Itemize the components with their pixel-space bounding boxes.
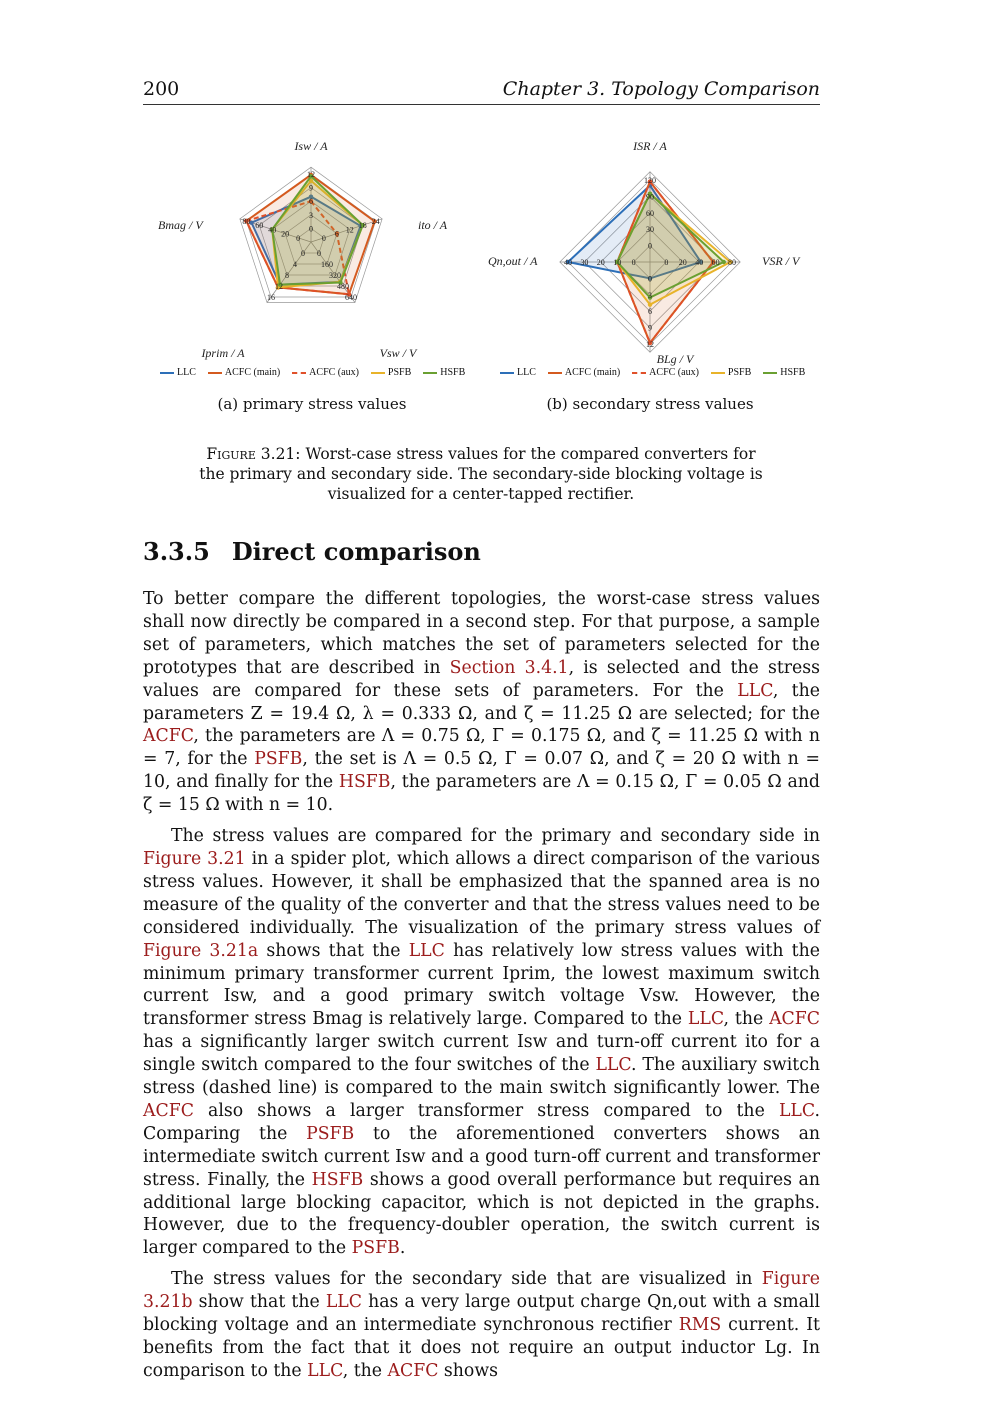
tick-label: 0 xyxy=(321,233,326,243)
tick-label: 160 xyxy=(320,260,333,270)
tick-label: 16 xyxy=(267,293,276,303)
legend-swatch xyxy=(208,372,222,374)
legend-label: ACFC (main) xyxy=(224,367,281,378)
axis-label: Isw / A xyxy=(294,139,328,153)
legend-item xyxy=(548,367,620,378)
axis-label: VSR / V xyxy=(762,254,800,268)
section-number: 3.3.5 xyxy=(143,537,210,566)
paragraph-text: , the set is Λ = 0.5 Ω, Γ = 0.07 Ω, and ζ = 20 Ω with n = 10, and finally for the xyxy=(143,749,820,793)
tick-label: 20 xyxy=(281,229,290,239)
paragraph-text: , is selected and the stress values are compared for these sets of parameters. For the xyxy=(143,657,821,701)
legend-swatch xyxy=(632,372,646,374)
tick-label: 20 xyxy=(678,258,687,267)
tick-label: 60 xyxy=(711,258,720,267)
tick-label: 0 xyxy=(309,224,313,234)
cross-reference-link[interactable]: RMS xyxy=(678,1315,722,1336)
subcaption-b: (b) secondary stress values xyxy=(546,395,754,413)
paragraph-text: shows a good overall performance but requires an additional large blocking capacitor, which is not depicted in the graphs. However, due to the frequency-doubler operation, the switch current is larger compared to the xyxy=(143,1169,820,1259)
cross-reference-link[interactable]: PSFB xyxy=(306,1123,355,1144)
section-heading xyxy=(143,537,481,566)
legend-label: LLC xyxy=(177,367,196,378)
legend-swatch xyxy=(711,372,725,374)
tick-label: 40 xyxy=(564,258,572,267)
tick-label: 0 xyxy=(301,249,306,259)
figure-3-21 xyxy=(0,130,1000,380)
tick-label: 0 xyxy=(631,258,636,267)
tick-label: 80 xyxy=(242,216,251,226)
figure-caption-text: Worst-case stress values for the compared converters for the primary and secondary side. The secondary-side blocking voltage is visualized for a center-tapped rectifier. xyxy=(199,445,763,503)
tick-label: 3 xyxy=(309,210,313,220)
tick-label: 60 xyxy=(646,208,654,218)
paragraph-text: current. It benefits from the fact that it does not require an output inductor Lg. In comparison to the xyxy=(143,1315,820,1381)
tick-label: 0 xyxy=(296,233,301,243)
axis-label: BLg / V xyxy=(656,352,694,366)
paragraph-text: , the xyxy=(723,1009,770,1030)
legend-item xyxy=(160,367,196,378)
tick-label: 6 xyxy=(334,229,339,239)
tick-label: 30 xyxy=(646,225,654,235)
legend-swatch xyxy=(423,372,437,374)
paragraph-text: has a significantly larger switch current Isw and turn-off current ito for a single switch compared to the four switches of the xyxy=(143,1032,820,1076)
subcaption-a: (a) primary stress values xyxy=(217,395,407,413)
legend-item xyxy=(500,367,536,378)
legend-label: HSFB xyxy=(780,367,806,378)
radar-chart-primary xyxy=(158,139,448,360)
paragraph-text: , the parameters are Λ = 0.15 Ω, Γ = 0.05 Ω and ζ = 15 Ω with n = 10. xyxy=(143,772,820,816)
axis-label: Bmag / V xyxy=(158,218,203,232)
axis-label: Vsw / V xyxy=(379,346,417,360)
tick-label: 120 xyxy=(644,176,656,185)
paragraph-text: . Comparing the xyxy=(143,1100,820,1144)
figure-caption-label: Figure 3.21: xyxy=(206,445,301,463)
section-title: Direct comparison xyxy=(231,537,481,566)
tick-label: 20 xyxy=(596,258,605,267)
tick-label: 40 xyxy=(695,258,704,267)
legend-item xyxy=(371,367,411,378)
legend-item xyxy=(632,367,699,378)
legend-swatch xyxy=(371,372,385,374)
tick-label: 12 xyxy=(646,340,654,349)
tick-label: 480 xyxy=(336,282,349,292)
cross-reference-link[interactable]: LLC xyxy=(325,1292,363,1313)
legend-item xyxy=(423,367,465,378)
paragraph-text: , the parameters Z = 19.4 Ω, λ = 0.333 Ω, and ζ = 11.25 Ω are selected; for the xyxy=(143,680,820,724)
tick-label: 12 xyxy=(345,225,354,235)
paragraph-text: shows xyxy=(438,1360,498,1381)
cross-reference-link[interactable]: PSFB xyxy=(254,749,303,770)
paragraph-text: also shows a larger transformer stress compared to the xyxy=(193,1100,779,1121)
paragraph-2 xyxy=(143,825,820,1260)
tick-label: 90 xyxy=(646,192,654,202)
legend-item xyxy=(763,367,805,378)
tick-label: 0 xyxy=(316,249,321,259)
axis-label: Qn,out / A xyxy=(488,254,538,268)
radar-chart-secondary xyxy=(488,139,801,366)
tick-label: 12 xyxy=(307,170,315,179)
paragraph-text: , the parameters are Λ = 0.75 Ω, Γ = 0.175 Ω, and ζ = 11.25 Ω with n = 7, for the xyxy=(143,726,820,770)
figure-caption xyxy=(198,444,764,504)
tick-label: 4 xyxy=(293,260,298,270)
legend-swatch xyxy=(763,372,777,374)
body-text xyxy=(143,588,820,1391)
cross-reference-link[interactable]: Figure 3.21b xyxy=(143,1269,820,1313)
paragraph-text: shows that the xyxy=(258,940,409,961)
legend-secondary xyxy=(500,367,817,378)
legend-label: ACFC (aux) xyxy=(309,367,359,378)
paragraph-1 xyxy=(143,588,820,817)
legend-label: HSFB xyxy=(440,367,466,378)
legend-swatch xyxy=(500,372,514,374)
cross-reference-link[interactable]: HSFB xyxy=(311,1169,364,1190)
legend-label: ACFC (aux) xyxy=(649,367,699,378)
tick-label: 10 xyxy=(613,258,622,267)
tick-label: 0 xyxy=(648,274,652,284)
paragraph-text: The stress values for the secondary side that are visualized in xyxy=(171,1269,762,1290)
legend-swatch xyxy=(160,372,174,374)
paragraph-text: in a spider plot, which allows a direct comparison of the various stress values. However, it shall be emphasized that the spanned area is no measure of the quality of the converter and that the stress values need to be considered individually. The visualization of the primary stress values of xyxy=(143,848,820,938)
tick-label: 40 xyxy=(268,225,277,235)
axis-label: Iprim / A xyxy=(201,346,245,360)
tick-label: 8 xyxy=(285,271,290,281)
legend-item xyxy=(208,367,280,378)
legend-swatch xyxy=(292,372,306,374)
cross-reference-link[interactable]: LLC xyxy=(737,680,773,701)
cross-reference-link[interactable]: LLC xyxy=(307,1360,343,1381)
paragraph-text: . The auxiliary switch stress (dashed line) is compared to the main switch significantly lower. The xyxy=(143,1055,820,1099)
legend-item xyxy=(292,367,359,378)
legend-label: PSFB xyxy=(387,367,412,378)
tick-label: 0 xyxy=(664,258,669,267)
cross-reference-link[interactable]: HSFB xyxy=(338,772,391,793)
cross-reference-link[interactable]: ACFC xyxy=(769,1009,820,1030)
axis-label: ito / A xyxy=(418,218,448,232)
cross-reference-link[interactable]: LLC xyxy=(408,940,445,961)
legend-primary xyxy=(160,367,477,378)
tick-label: 9 xyxy=(309,183,313,193)
paragraph-text: , the xyxy=(342,1360,388,1381)
running-header xyxy=(143,78,820,105)
paragraph-text: show that the xyxy=(192,1292,326,1313)
cross-reference-link[interactable]: LLC xyxy=(778,1100,815,1121)
paragraph-text: to the aforementioned converters shows an intermediate switch current Isw and a good turn-off current and transformer stress. Finally, the xyxy=(143,1123,821,1190)
tick-label: 640 xyxy=(344,293,357,303)
cross-reference-link[interactable]: Figure 3.21a xyxy=(143,940,259,961)
paragraph-3 xyxy=(143,1268,820,1383)
tick-label: 30 xyxy=(580,258,589,267)
legend-label: PSFB xyxy=(727,367,752,378)
cross-reference-link[interactable]: ACFC xyxy=(387,1360,439,1381)
tick-label: 60 xyxy=(255,221,264,231)
cross-reference-link[interactable]: PSFB xyxy=(351,1238,400,1259)
cross-reference-link[interactable]: LLC xyxy=(687,1009,724,1030)
legend-label: LLC xyxy=(517,367,536,378)
cross-reference-link[interactable]: LLC xyxy=(595,1055,631,1076)
axis-label: ISR / A xyxy=(633,139,667,153)
paragraph-text: The stress values are compared for the primary and secondary side in xyxy=(171,826,820,847)
tick-label: 6 xyxy=(309,197,313,207)
cross-reference-link[interactable]: Section 3.4.1 xyxy=(449,657,569,678)
tick-label: 6 xyxy=(648,307,652,317)
paragraph-text: To better compare the different topologies, the worst-case stress values shall now directly be compared in a second step. For that purpose, a sample set of parameters, which matches the set of parameters selected for the prototypes that are described in xyxy=(143,589,820,678)
legend-label: ACFC (main) xyxy=(564,367,621,378)
series-point xyxy=(648,302,652,306)
tick-label: 18 xyxy=(358,221,367,231)
paragraph-text: has relatively low stress values with the minimum primary transformer current Iprim, the lowest maximum switch current Isw, and a good primary switch voltage Vsw. However, the transformer stress Bmag is relatively large. Compared to the xyxy=(143,940,820,1030)
legend-item xyxy=(711,367,751,378)
cross-reference-link[interactable]: ACFC xyxy=(143,726,194,747)
tick-label: 80 xyxy=(728,258,736,267)
tick-label: 12 xyxy=(275,282,284,292)
tick-label: 320 xyxy=(328,271,341,281)
chapter-title: Chapter 3. Topology Comparison xyxy=(502,78,820,100)
legend-swatch xyxy=(548,372,562,374)
tick-label: 24 xyxy=(371,216,380,226)
cross-reference-link[interactable]: ACFC xyxy=(143,1100,194,1121)
paragraph-text: has a very large output charge Qn,out with a small blocking voltage and an intermediate synchronous rectifier xyxy=(143,1292,820,1336)
tick-label: 9 xyxy=(648,323,652,333)
cross-reference-link[interactable]: Figure 3.21 xyxy=(143,848,246,869)
page-number: 200 xyxy=(143,78,180,100)
tick-label: 3 xyxy=(648,290,652,300)
series-point xyxy=(722,260,726,264)
paragraph-text: . xyxy=(399,1238,406,1259)
tick-label: 0 xyxy=(648,241,652,251)
